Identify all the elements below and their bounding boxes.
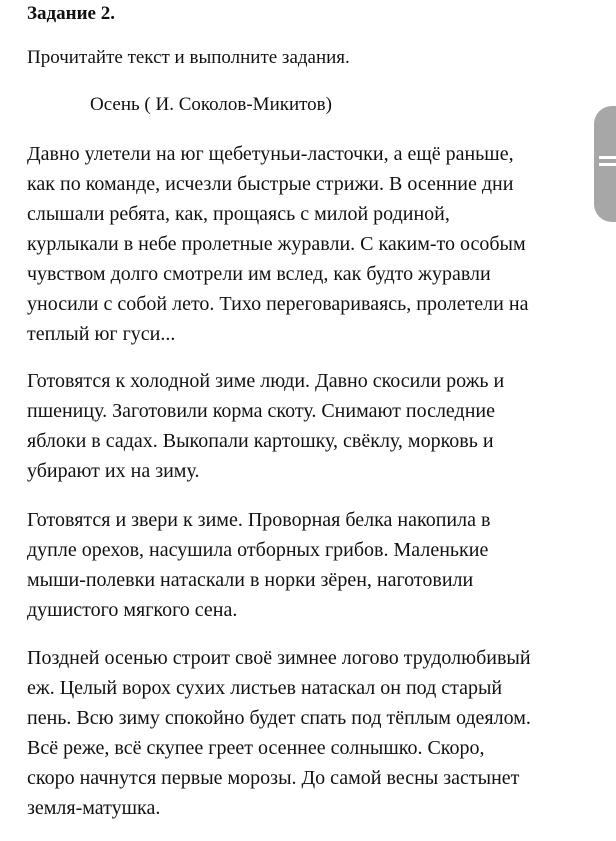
text-line: Готовятся и звери к зиме. Проворная белка накопила в: [27, 509, 491, 531]
text-line: Готовятся к холодной зиме люди. Давно скосили рожь и: [27, 370, 505, 392]
text-line: теплый юг гуси...: [27, 323, 176, 345]
task-instruction: Прочитайте текст и выполните задания.: [27, 47, 350, 68]
text-line: яблоки в садах. Выкопали картошку, свёклу, морковь и: [27, 430, 494, 452]
text-line: уносили с собой лето. Тихо переговариваясь, пролетели на: [27, 293, 529, 315]
text-line: как по команде, исчезли быстрые стрижи. В осенние дни: [27, 173, 514, 195]
text-line: душистого мягкого сена.: [27, 599, 238, 621]
text-line: пшеницу. Заготовили корма скоту. Снимают последние: [27, 400, 496, 422]
text-line: Всё реже, всё скупее греет осеннее солнышко. Скоро,: [27, 737, 485, 759]
text-line: земля-матушка.: [27, 797, 161, 819]
text-line: убирают их на зиму.: [27, 460, 200, 482]
side-panel-tab[interactable]: [594, 106, 616, 222]
text-line: чувством долго смотрели им вслед, как будто журавли: [27, 263, 491, 285]
text-line: курлыкали в небе пролетные журавли. С каким-то особым: [27, 233, 526, 255]
text-line: пень. Всю зиму спокойно будет спать под тёплым одеялом.: [27, 707, 531, 729]
paragraph-swallows: [27, 139, 528, 349]
text-line: Давно улетели на юг щебетуньи-ласточки, а ещё раньше,: [27, 143, 514, 165]
menu-lines-icon: [599, 156, 616, 172]
text-title: Осень ( И. Соколов-Микитов): [90, 94, 332, 115]
text-line: еж. Целый ворох сухих листьев натаскал он под старый: [27, 677, 503, 699]
text-line: слышали ребята, как, прощаясь с милой родиной,: [27, 203, 450, 225]
text-line: Поздней осенью строит своё зимнее логово трудолюбивый: [27, 647, 531, 669]
task-title: Задание 2.: [27, 3, 115, 24]
text-line: мыши-полевки натаскали в норки зёрен, наготовили: [27, 569, 474, 591]
text-line: дупле орехов, насушила отборных грибов. Маленькие: [27, 539, 489, 561]
paragraph-animals: [27, 505, 490, 625]
paragraph-people: [27, 366, 504, 486]
paragraph-hedgehog: [27, 643, 531, 823]
text-line: скоро начнутся первые морозы. До самой весны застынет: [27, 767, 520, 789]
